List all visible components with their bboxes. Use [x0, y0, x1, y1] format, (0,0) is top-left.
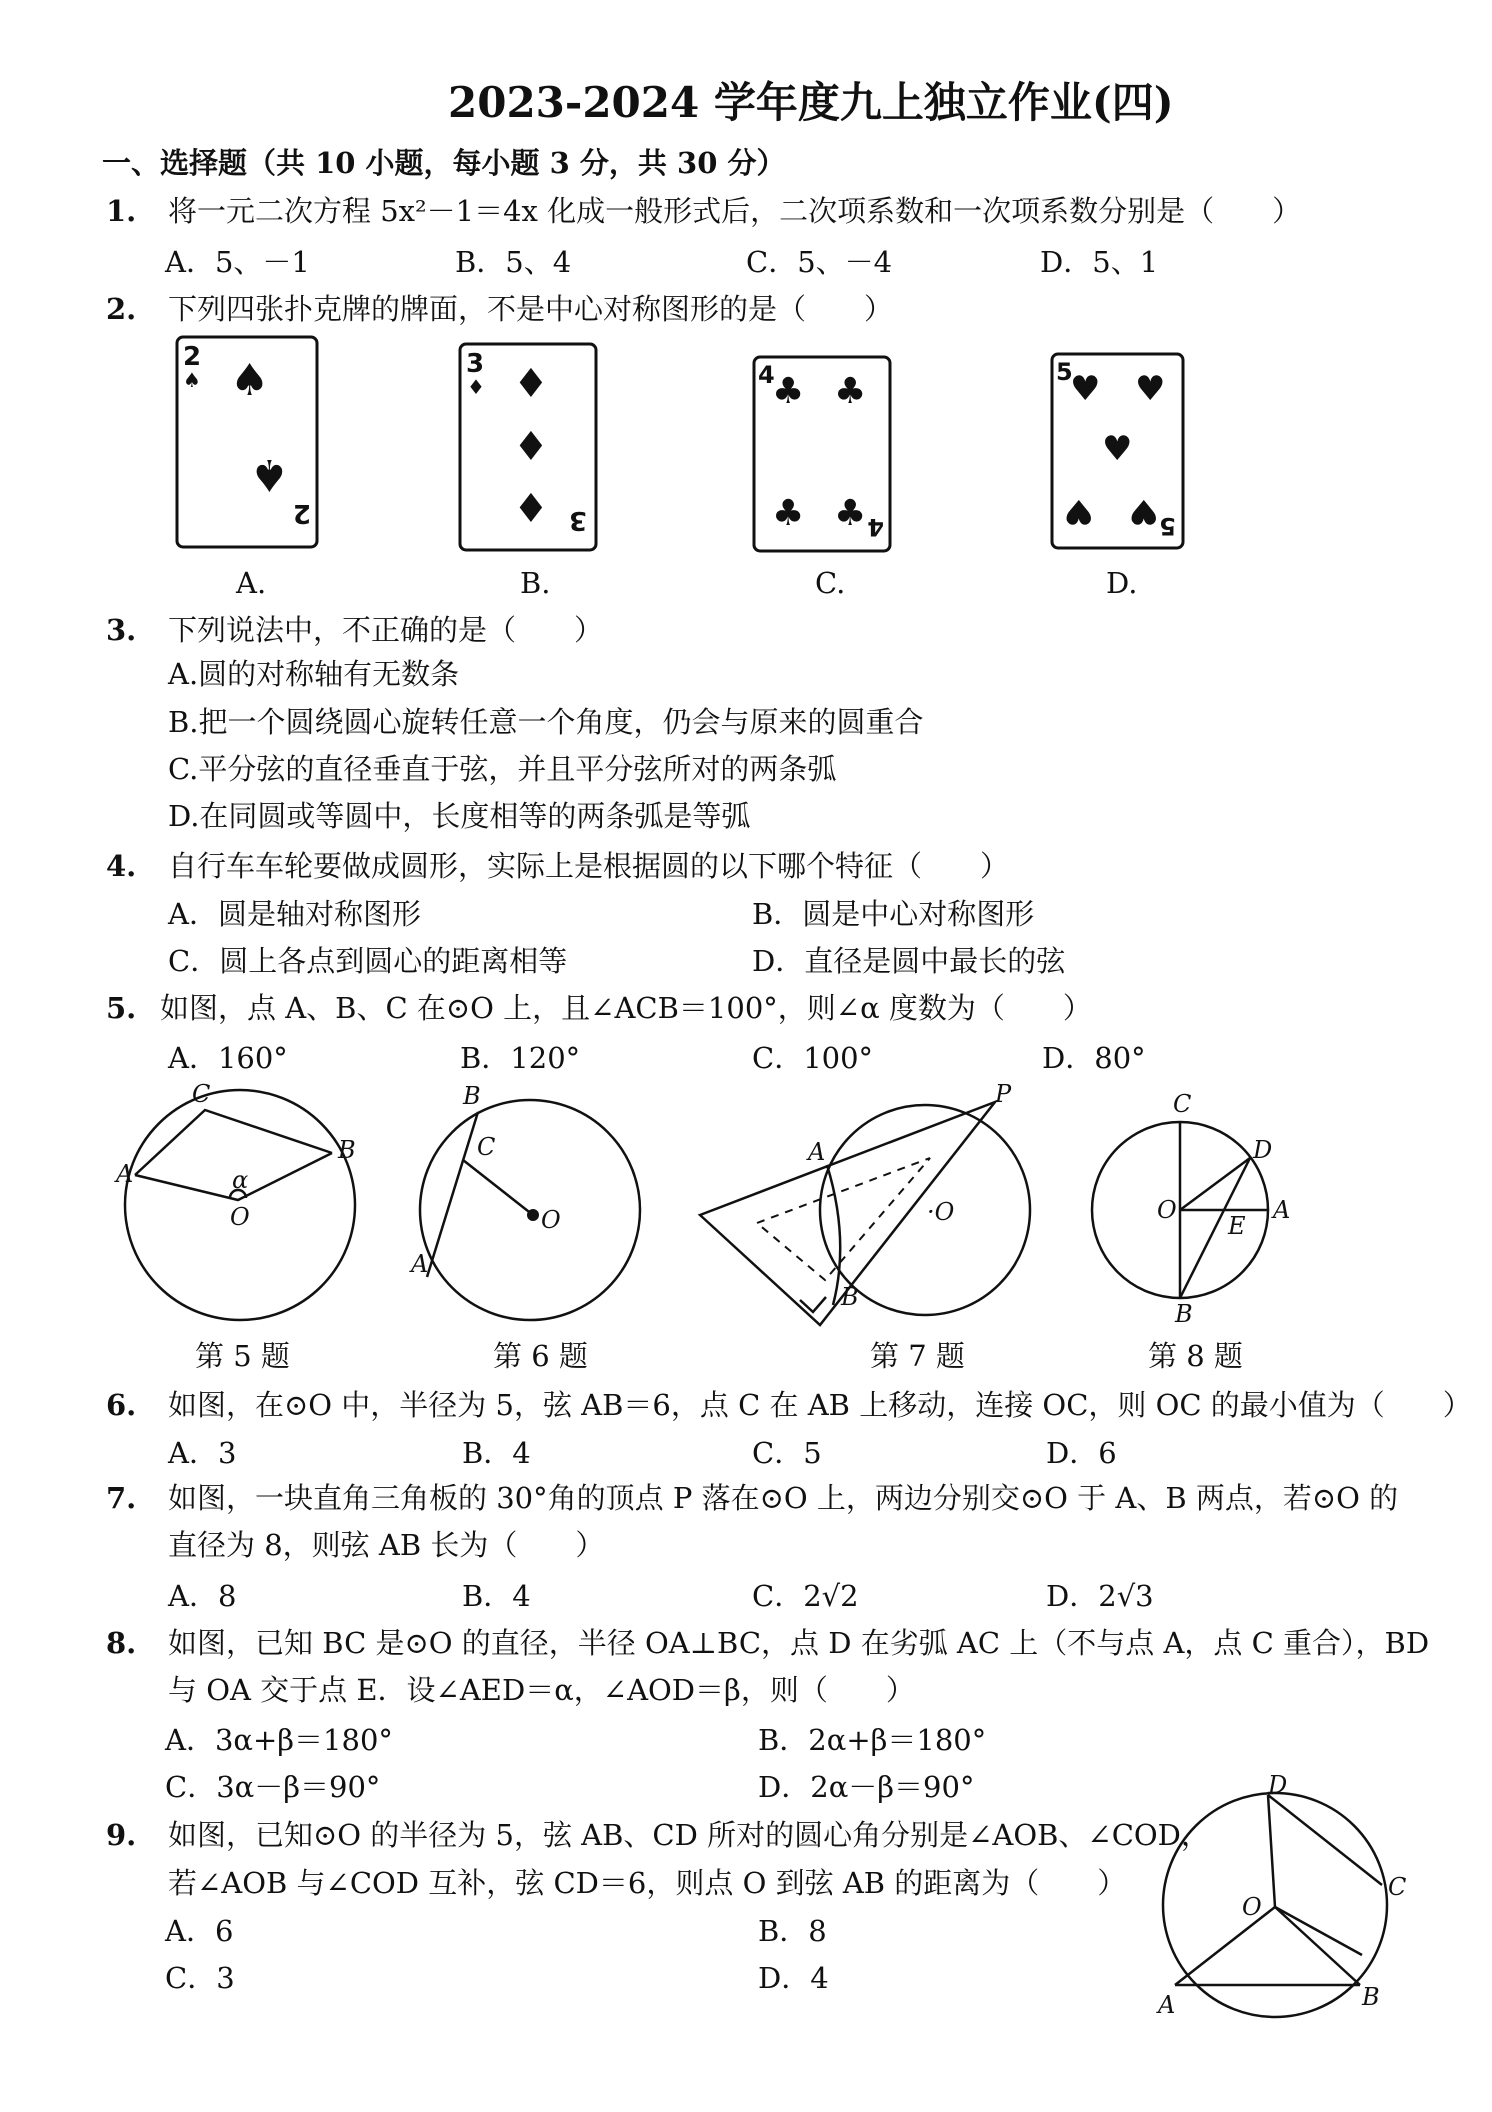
figure-5	[110, 1080, 370, 1325]
q6-option-c[interactable]: C．5	[752, 1436, 822, 1470]
figure-7-label-b: B	[841, 1283, 859, 1311]
figure-8	[1085, 1090, 1315, 1330]
q6-number: 6.	[106, 1388, 137, 1422]
figure-9-label-o: O	[1242, 1893, 1262, 1921]
club-icon: ♣	[772, 493, 805, 534]
q8-option-d[interactable]: D．2α－β＝90°	[758, 1770, 975, 1804]
figure-9-label-a: A	[1158, 1991, 1176, 2019]
q5-option-d[interactable]: D．80°	[1042, 1041, 1146, 1075]
heart-icon: ♥	[1128, 491, 1159, 531]
diamond-icon: ♦	[513, 361, 549, 407]
figure-5-label-alpha: α	[232, 1166, 249, 1194]
q2-number: 2.	[106, 292, 137, 326]
q7-option-a[interactable]: A．8	[168, 1579, 237, 1613]
q7-text-line1: 如图，一块直角三角板的 30°角的顶点 P 落在⊙O 上，两边分别交⊙O 于 A、B 两点，若⊙O 的	[168, 1481, 1399, 1515]
q3-number: 3.	[106, 613, 137, 647]
q6-option-d[interactable]: D．6	[1046, 1436, 1117, 1470]
figure-5-caption: 第 5 题	[195, 1339, 290, 1373]
figure-5-label-a: A	[116, 1160, 134, 1188]
card-b-rank-inverted: 3	[568, 505, 587, 535]
figure-8-label-d: D	[1253, 1136, 1273, 1164]
q7-option-b[interactable]: B．4	[462, 1579, 531, 1613]
figure-8-label-o: O	[1157, 1196, 1177, 1224]
q9-option-c[interactable]: C．3	[165, 1961, 235, 1995]
q9-number: 9.	[106, 1818, 137, 1852]
section-heading: 一、选择题（共 10 小题，每小题 3 分，共 30 分）	[102, 146, 786, 180]
card-c-label: C.	[815, 566, 846, 600]
q9-option-b[interactable]: B．8	[758, 1914, 827, 1948]
q8-text-line2: 与 OA 交于点 E．设∠AED＝α，∠AOD＝β，则（ ）	[168, 1673, 915, 1707]
club-icon: ♣	[834, 371, 867, 412]
q9-option-d[interactable]: D．4	[758, 1961, 829, 1995]
card-a-rank: 2	[183, 342, 202, 372]
figure-6-caption: 第 6 题	[493, 1339, 588, 1373]
figure-7-label-a: A	[808, 1138, 826, 1166]
q3-option-a[interactable]: A.圆的对称轴有无数条	[168, 657, 460, 691]
heart-icon: ♥	[1102, 429, 1133, 469]
q1-text: 将一元二次方程 5x²－1＝4x 化成一般形式后，二次项系数和一次项系数分别是（ ）	[168, 194, 1302, 228]
q2-text: 下列四张扑克牌的牌面，不是中心对称图形的是（ ）	[168, 292, 894, 326]
figure-7-caption: 第 7 题	[870, 1339, 965, 1373]
figure-6-label-b: B	[463, 1082, 481, 1110]
q1-option-c[interactable]: C．5、－4	[746, 245, 893, 279]
card-d[interactable]	[1050, 352, 1185, 552]
card-a[interactable]	[175, 335, 320, 550]
q1-option-b[interactable]: B．5、4	[455, 245, 572, 279]
figure-8-label-a: A	[1273, 1196, 1291, 1224]
q4-number: 4.	[106, 849, 137, 883]
q4-option-d[interactable]: D．直径是圆中最长的弦	[752, 944, 1066, 978]
figure-6-label-o: O	[541, 1206, 561, 1234]
q5-text: 如图，点 A、B、C 在⊙O 上，且∠ACB＝100°，则∠α 度数为（ ）	[160, 991, 1092, 1025]
figure-6	[405, 1080, 635, 1330]
q7-option-d[interactable]: D．2√3	[1046, 1579, 1154, 1613]
club-icon: ♣	[834, 493, 867, 534]
spade-icon: ♠	[183, 368, 201, 392]
figure-6-label-a: A	[411, 1250, 429, 1278]
q9-option-a[interactable]: A．6	[165, 1914, 234, 1948]
q6-text: 如图，在⊙O 中，半径为 5，弦 AB＝6，点 C 在 AB 上移动，连接 OC，则 OC 的最小值为（ ）	[168, 1388, 1472, 1422]
heart-icon: ♥	[1070, 369, 1101, 409]
q1-number: 1.	[106, 194, 137, 228]
card-b[interactable]	[458, 342, 598, 554]
q5-option-c[interactable]: C．100°	[752, 1041, 874, 1075]
diamond-icon: ♦	[513, 486, 549, 532]
diamond-icon: ♦	[513, 424, 549, 470]
figure-8-label-e: E	[1228, 1212, 1246, 1240]
figure-5-label-o: O	[230, 1203, 250, 1231]
q5-option-b[interactable]: B．120°	[460, 1041, 581, 1075]
q4-option-a[interactable]: A．圆是轴对称图形	[168, 897, 421, 931]
diamond-icon: ♦	[467, 375, 485, 399]
heart-icon: ♥	[1135, 369, 1166, 409]
figure-7-label-o: ·O	[927, 1198, 955, 1226]
q3-text: 下列说法中，不正确的是（ ）	[168, 613, 604, 647]
q4-option-b[interactable]: B．圆是中心对称图形	[752, 897, 1035, 931]
card-d-label: D.	[1106, 566, 1138, 600]
card-b-label: B.	[520, 566, 551, 600]
q8-number: 8.	[106, 1626, 137, 1660]
card-a-rank-inverted: 2	[292, 498, 311, 528]
figure-9-label-b: B	[1362, 1983, 1380, 2011]
card-d-rank-inverted: 5	[1159, 512, 1176, 540]
figure-8-caption: 第 8 题	[1148, 1339, 1243, 1373]
figure-8-label-c: C	[1173, 1090, 1192, 1118]
figure-7-label-p: P	[995, 1080, 1012, 1108]
spade-icon: ♠	[230, 355, 270, 406]
card-c[interactable]	[752, 355, 892, 555]
figure-9	[1150, 1771, 1410, 2025]
q4-option-c[interactable]: C．圆上各点到圆心的距离相等	[168, 944, 568, 978]
card-b-rank: 3	[466, 349, 485, 379]
q8-option-c[interactable]: C．3α－β＝90°	[165, 1770, 381, 1804]
spade-icon: ♠	[249, 449, 289, 500]
q5-option-a[interactable]: A．160°	[168, 1041, 288, 1075]
figure-5-label-b: B	[338, 1136, 356, 1164]
q7-option-c[interactable]: C．2√2	[752, 1579, 859, 1613]
card-c-rank-inverted: 4	[867, 513, 884, 541]
q1-option-a[interactable]: A．5、－1	[165, 245, 310, 279]
club-icon: ♣	[772, 371, 805, 412]
q9-text-line2: 若∠AOB 与∠COD 互补，弦 CD＝6，则点 O 到弦 AB 的距离为（ ）	[168, 1866, 1127, 1900]
q8-text-line1: 如图，已知 BC 是⊙O 的直径，半径 OA⊥BC，点 D 在劣弧 AC 上（不与点 A，点 C 重合），BD	[168, 1626, 1430, 1660]
q8-option-b[interactable]: B．2α+β＝180°	[758, 1723, 987, 1757]
figure-7	[695, 1080, 1035, 1330]
q8-option-a[interactable]: A．3α+β＝180°	[165, 1723, 393, 1757]
q7-text-line2: 直径为 8，则弦 AB 长为（ ）	[168, 1528, 605, 1562]
q6-option-a[interactable]: A．3	[168, 1436, 237, 1470]
card-c-rank: 4	[758, 361, 775, 389]
card-a-label: A.	[236, 566, 267, 600]
heart-icon: ♥	[1063, 491, 1094, 531]
q7-number: 7.	[106, 1481, 137, 1515]
q3-option-d[interactable]: D.在同圆或等圆中，长度相等的两条弧是等弧	[168, 799, 751, 833]
q5-number: 5.	[106, 991, 137, 1025]
q4-text: 自行车车轮要做成圆形，实际上是根据圆的以下哪个特征（ ）	[168, 849, 1010, 883]
figure-9-label-d: D	[1268, 1771, 1288, 1799]
q6-option-b[interactable]: B．4	[462, 1436, 531, 1470]
figure-5-label-c: C	[192, 1080, 211, 1108]
q3-option-b[interactable]: B.把一个圆绕圆心旋转任意一个角度，仍会与原来的圆重合	[168, 705, 924, 739]
figure-9-label-c: C	[1388, 1873, 1407, 1901]
page-title: 2023-2024 学年度九上独立作业(四)	[448, 78, 1174, 127]
figure-8-label-b: B	[1175, 1300, 1193, 1328]
q9-text-line1: 如图，已知⊙O 的半径为 5，弦 AB、CD 所对的圆心角分别是∠AOB、∠COD，	[168, 1818, 1210, 1852]
q1-option-d[interactable]: D．5、1	[1040, 245, 1159, 279]
figure-6-label-c: C	[477, 1133, 496, 1161]
q3-option-c[interactable]: C.平分弦的直径垂直于弦，并且平分弦所对的两条弧	[168, 752, 837, 786]
card-d-rank: 5	[1056, 358, 1073, 386]
